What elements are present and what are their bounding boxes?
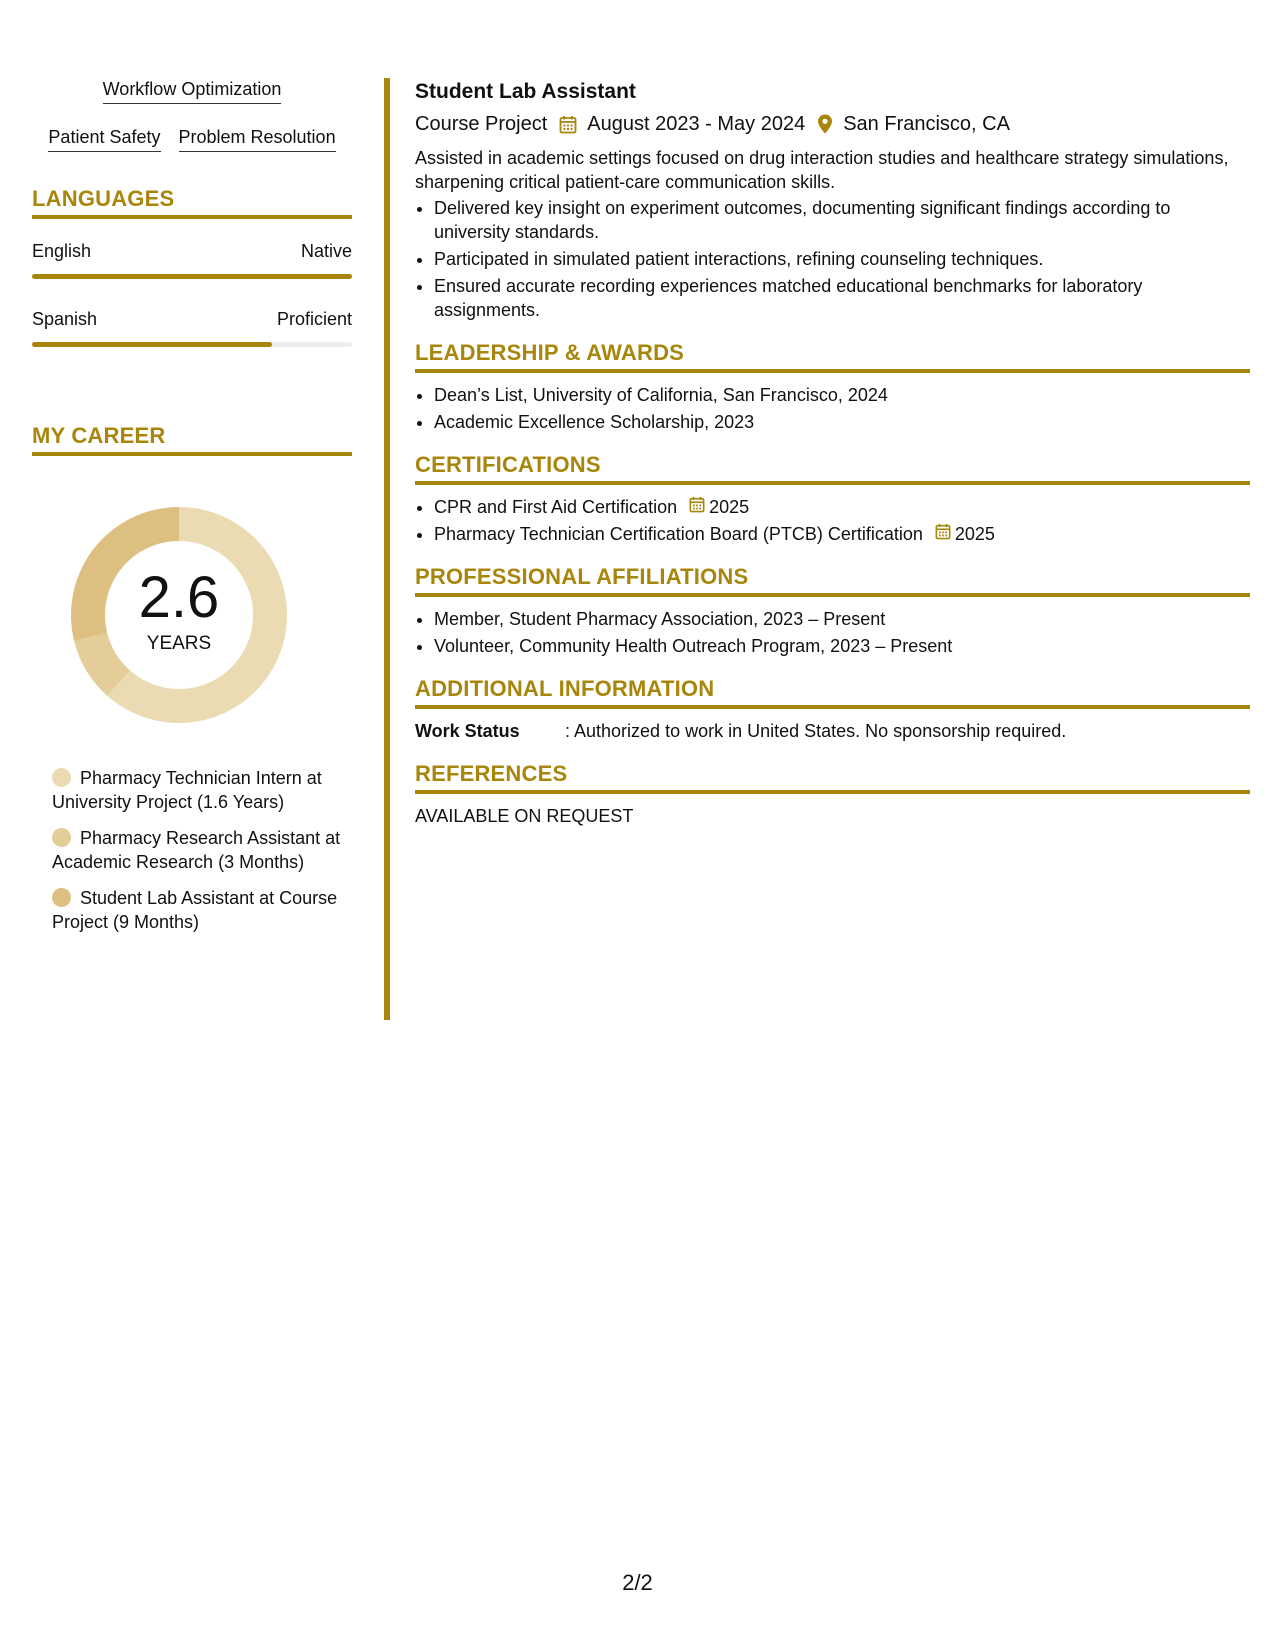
language-proficiency-bar xyxy=(32,274,352,279)
job-dates: August 2023 - May 2024 xyxy=(587,113,806,135)
experience-entry xyxy=(415,78,1250,322)
awards-section xyxy=(415,340,1250,434)
calendar-icon xyxy=(935,522,955,546)
job-bullet: • Delivered key insight on experiment outcomes, documenting significant findings according to university standards. xyxy=(434,196,1250,244)
career-legend xyxy=(52,766,342,934)
work-status-label: Work Status xyxy=(415,721,520,741)
job-meta xyxy=(415,110,1250,138)
legend-item xyxy=(52,766,342,814)
job-bullet: • Participated in simulated patient interactions, refining counseling techniques. xyxy=(434,247,1250,271)
language-proficiency-fill xyxy=(32,342,272,347)
career-donut-chart xyxy=(64,500,294,730)
certification-item xyxy=(434,522,1250,546)
references-text: AVAILABLE ON REQUEST xyxy=(415,806,634,826)
skill-tag: Problem Resolution xyxy=(179,126,336,152)
location-pin-icon xyxy=(817,114,833,134)
certification-year: 2025 xyxy=(954,524,995,544)
certification-item xyxy=(434,495,1250,519)
affiliations-heading: PROFESSIONAL AFFILIATIONS xyxy=(415,564,1250,597)
language-name: Spanish xyxy=(32,309,98,329)
award-item: • Academic Excellence Scholarship, 2023 xyxy=(434,410,1250,434)
affiliation-item: • Member, Student Pharmacy Association, 2023 – Present xyxy=(434,607,1250,631)
page-indicator: 2/2 xyxy=(622,1570,653,1595)
certifications-section xyxy=(415,452,1250,546)
language-level: Proficient xyxy=(276,309,352,329)
additional-info-section xyxy=(415,676,1250,743)
job-company: Course Project xyxy=(415,113,548,135)
languages-section xyxy=(32,186,352,347)
references-section xyxy=(415,761,1250,828)
career-total-unit: YEARS xyxy=(146,633,212,654)
job-bullet: • Ensured accurate recording experiences matched educational benchmarks for laboratory assignments. xyxy=(434,274,1250,322)
language-proficiency-fill xyxy=(32,274,352,279)
career-section xyxy=(32,423,352,934)
calendar-icon xyxy=(559,115,577,134)
legend-dot xyxy=(52,768,71,787)
career-total-value: 2.6 xyxy=(138,565,220,630)
legend-item xyxy=(52,826,342,874)
job-location: San Francisco, CA xyxy=(843,113,1010,135)
language-spanish xyxy=(32,309,352,347)
language-level: Native xyxy=(300,241,352,261)
legend-dot xyxy=(52,888,71,907)
work-status-row xyxy=(415,719,1250,743)
affiliation-item: • Volunteer, Community Health Outreach Program, 2023 – Present xyxy=(434,634,1250,658)
legend-label: Pharmacy Technician Intern at University Project (1.6 Years) xyxy=(52,768,322,812)
calendar-icon xyxy=(689,495,709,519)
affiliations-list xyxy=(415,607,1250,658)
language-proficiency-bar xyxy=(32,342,352,347)
legend-label: Student Lab Assistant at Course Project (9 Months) xyxy=(52,888,338,932)
skill-tag: Workflow Optimization xyxy=(103,78,282,104)
skill-tag: Patient Safety xyxy=(48,126,160,152)
work-status-value: : Authorized to work in United States. No sponsorship required. xyxy=(565,721,1067,741)
job-summary: Assisted in academic settings focused on drug interaction studies and healthcare strategy simulations, sharpening critical patient-care communication skills. xyxy=(415,148,1229,192)
legend-label: Pharmacy Research Assistant at Academic Research (3 Months) xyxy=(52,828,341,872)
certifications-list xyxy=(415,495,1250,546)
additional-info-heading: ADDITIONAL INFORMATION xyxy=(415,676,1250,709)
awards-list xyxy=(415,383,1250,434)
affiliations-section xyxy=(415,564,1250,658)
language-english xyxy=(32,241,352,279)
awards-heading: LEADERSHIP & AWARDS xyxy=(415,340,1250,373)
skills-tags xyxy=(32,78,352,152)
column-divider xyxy=(384,78,390,1020)
references-heading: REFERENCES xyxy=(415,761,1250,794)
certification-name: CPR and First Aid Certification xyxy=(434,497,678,517)
legend-dot xyxy=(52,828,71,847)
legend-item xyxy=(52,886,342,934)
left-column xyxy=(32,78,352,946)
award-item: • Dean’s List, University of California, San Francisco, 2024 xyxy=(434,383,1250,407)
right-column xyxy=(415,78,1250,828)
languages-heading: LANGUAGES xyxy=(32,186,352,219)
certification-year: 2025 xyxy=(709,497,750,517)
job-title: Student Lab Assistant xyxy=(415,80,636,103)
language-name: English xyxy=(32,241,92,261)
career-heading: MY CAREER xyxy=(32,423,352,456)
job-bullets xyxy=(415,196,1250,322)
certification-name: Pharmacy Technician Certification Board (PTCB) Certification xyxy=(434,524,923,544)
certifications-heading: CERTIFICATIONS xyxy=(415,452,1250,485)
